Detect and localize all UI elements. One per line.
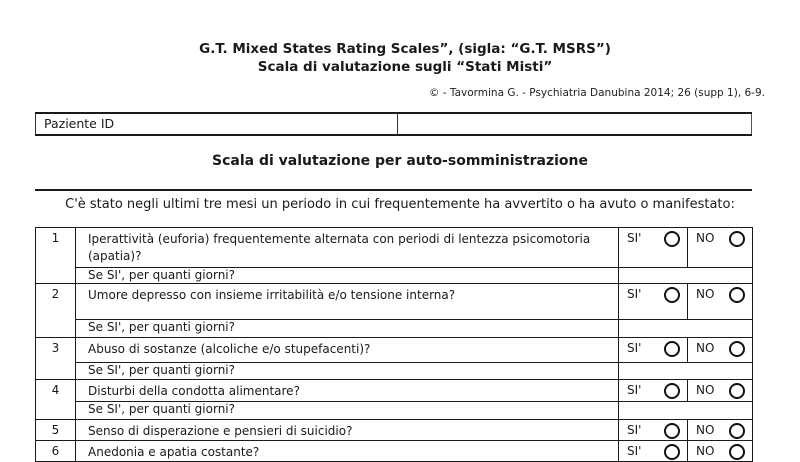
yes-radio[interactable] — [664, 341, 680, 357]
followup-row — [36, 402, 753, 420]
section-title: Scala di valutazione per auto-somministrazione — [212, 153, 588, 169]
patient-id-label: Paziente ID — [35, 114, 398, 134]
item-question: Abuso di sostanze (alcoliche e/o stupefacenti)? — [76, 338, 619, 363]
days-answer-field[interactable] — [619, 363, 753, 380]
item-number: 2 — [36, 284, 76, 338]
yes-label: SI' — [627, 231, 642, 245]
item-question: Anedonia e apatia costante? — [76, 441, 619, 462]
copyright-citation: © - Tavormina G. - Psychiatria Danubina 2014; 26 (supp 1), 6-9. — [428, 87, 765, 99]
yes-label: SI' — [627, 287, 642, 301]
item-number: 4 — [36, 380, 76, 420]
yes-label: SI' — [627, 383, 642, 397]
table-row — [36, 284, 753, 320]
no-radio[interactable] — [729, 231, 745, 247]
no-label: NO — [696, 287, 715, 301]
table-row — [36, 338, 753, 363]
title-line-2: Scala di valutazione sugli “Stati Misti” — [257, 58, 553, 75]
document-title — [35, 41, 775, 76]
no-radio[interactable] — [729, 341, 745, 357]
item-question: Iperattività (euforia) frequentemente alternata con periodi di lentezza psicomotoria (apatia)? — [76, 228, 619, 268]
table-row — [36, 380, 753, 402]
yes-radio[interactable] — [664, 231, 680, 247]
no-radio[interactable] — [729, 423, 745, 439]
followup-row — [36, 320, 753, 338]
yes-radio[interactable] — [664, 383, 680, 399]
yes-label: SI' — [627, 341, 642, 355]
no-label: NO — [696, 383, 715, 397]
item-number: 5 — [36, 420, 76, 441]
followup-label: Se SI', per quanti giorni? — [76, 363, 619, 380]
followup-row — [36, 268, 753, 284]
yes-label: SI' — [627, 444, 642, 458]
yes-radio[interactable] — [664, 287, 680, 303]
no-radio[interactable] — [729, 383, 745, 399]
table-row — [36, 228, 753, 268]
days-answer-field[interactable] — [619, 320, 753, 338]
title-line-1: G.T. Mixed States Rating Scales”, (sigla: “G.T. MSRS”) — [199, 41, 611, 57]
item-question: Umore depresso con insieme irritabilità e/o tensione interna? — [76, 284, 619, 320]
item-question: Senso di disperazione e pensieri di suicidio? — [76, 420, 619, 441]
patient-id-row — [35, 112, 752, 136]
item-number: 3 — [36, 338, 76, 380]
no-radio[interactable] — [729, 444, 745, 460]
rating-scale-table — [35, 227, 753, 462]
yes-radio[interactable] — [664, 444, 680, 460]
days-answer-field[interactable] — [619, 402, 753, 420]
table-row — [36, 420, 753, 441]
followup-label: Se SI', per quanti giorni? — [76, 320, 619, 338]
no-radio[interactable] — [729, 287, 745, 303]
yes-label: SI' — [627, 423, 642, 437]
followup-label: Se SI', per quanti giorni? — [76, 268, 619, 284]
table-row — [36, 441, 753, 462]
horizontal-rule — [35, 189, 752, 191]
no-label: NO — [696, 231, 715, 245]
yes-radio[interactable] — [664, 423, 680, 439]
item-question: Disturbi della condotta alimentare? — [76, 380, 619, 402]
no-label: NO — [696, 444, 715, 458]
intro-question: C'è stato negli ultimi tre mesi un periodo in cui frequentemente ha avvertito o ha avuto o manifestato: — [65, 197, 735, 212]
followup-label: Se SI', per quanti giorni? — [76, 402, 619, 420]
no-label: NO — [696, 423, 715, 437]
item-number: 6 — [36, 441, 76, 462]
days-answer-field[interactable] — [619, 268, 753, 284]
patient-id-field[interactable] — [398, 114, 752, 134]
followup-row — [36, 363, 753, 380]
item-number: 1 — [36, 228, 76, 284]
no-label: NO — [696, 341, 715, 355]
